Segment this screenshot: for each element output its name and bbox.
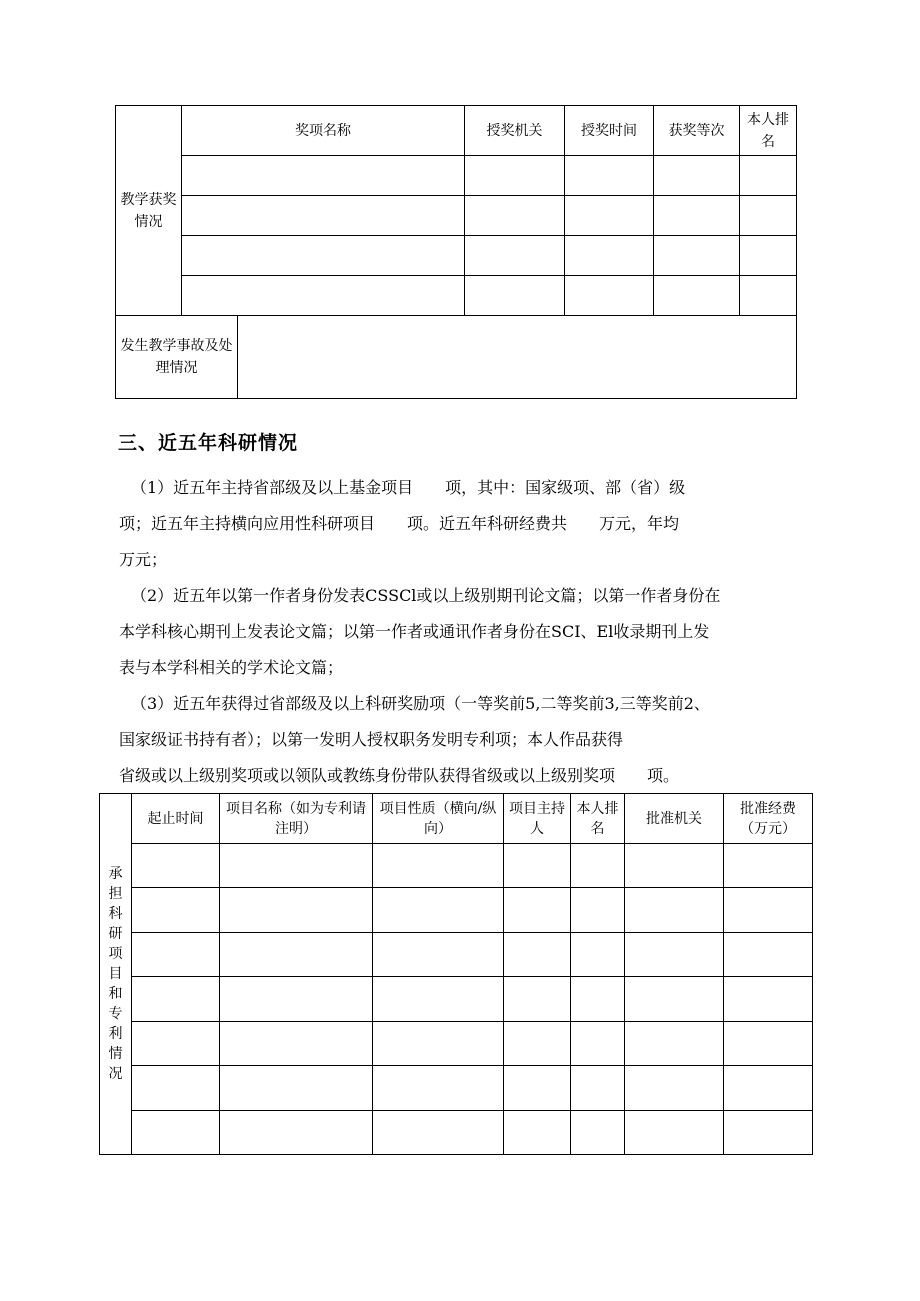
header-award-org: 授奖机关 — [465, 106, 565, 156]
period-cell[interactable] — [132, 977, 220, 1022]
para-line: （1）近五年主持省部级及以上基金项目 项，其中：国家级项、部（省）级 — [131, 478, 686, 497]
funds-cell[interactable] — [724, 933, 813, 977]
table-row — [100, 933, 813, 977]
period-cell[interactable] — [132, 1066, 220, 1111]
award-name-cell[interactable] — [182, 236, 465, 276]
para-line: 万元； — [119, 550, 168, 569]
project-host-cell[interactable] — [504, 977, 571, 1022]
award-time-cell[interactable] — [565, 156, 654, 196]
project-name-cell[interactable] — [220, 1111, 373, 1155]
research-para-2 — [119, 578, 809, 686]
award-org-cell[interactable] — [465, 276, 565, 316]
project-name-cell[interactable] — [220, 888, 373, 933]
para-line: 表与本学科相关的学术论文篇； — [119, 658, 344, 677]
project-nature-cell[interactable] — [373, 1066, 504, 1111]
projects-label: 承担科研项目和专利情况 — [100, 794, 132, 1155]
project-nature-cell[interactable] — [373, 844, 504, 888]
period-cell[interactable] — [132, 933, 220, 977]
award-org-cell[interactable] — [465, 156, 565, 196]
project-nature-cell[interactable] — [373, 1022, 504, 1066]
table-row — [100, 888, 813, 933]
section-heading: 三、近五年科研情况 — [118, 432, 299, 454]
award-org-cell[interactable] — [465, 236, 565, 276]
teaching-accident-value[interactable] — [238, 316, 797, 399]
project-rank-cell[interactable] — [571, 1022, 625, 1066]
period-cell[interactable] — [132, 1111, 220, 1155]
project-host-cell[interactable] — [504, 1022, 571, 1066]
para-line: 省级或以上级别奖项或以领队或教练身份带队获得省级或以上级别奖项 项。 — [119, 766, 680, 785]
table-row — [100, 844, 813, 888]
para-line: 项；近五年主持横向应用性科研项目 项。近五年科研经费共 万元，年均 — [119, 514, 680, 533]
project-nature-cell[interactable] — [373, 888, 504, 933]
header-project-rank: 本人排名 — [571, 794, 625, 844]
project-host-cell[interactable] — [504, 1111, 571, 1155]
header-approver: 批准机关 — [625, 794, 724, 844]
approver-cell[interactable] — [625, 1022, 724, 1066]
header-award-level: 获奖等次 — [654, 106, 740, 156]
funds-cell[interactable] — [724, 888, 813, 933]
funds-cell[interactable] — [724, 1066, 813, 1111]
research-para-3 — [119, 686, 809, 794]
approver-cell[interactable] — [625, 844, 724, 888]
teaching-accident-label: 发生教学事故及处理情况 — [116, 316, 238, 399]
period-cell[interactable] — [132, 844, 220, 888]
award-level-cell[interactable] — [654, 276, 740, 316]
funds-cell[interactable] — [724, 844, 813, 888]
project-rank-cell[interactable] — [571, 1111, 625, 1155]
project-name-cell[interactable] — [220, 1022, 373, 1066]
header-project-nature: 项目性质（横向/纵向） — [373, 794, 504, 844]
project-host-cell[interactable] — [504, 1066, 571, 1111]
project-name-cell[interactable] — [220, 977, 373, 1022]
project-rank-cell[interactable] — [571, 933, 625, 977]
header-project-host: 项目主持人 — [504, 794, 571, 844]
award-time-cell[interactable] — [565, 276, 654, 316]
approver-cell[interactable] — [625, 1111, 724, 1155]
approver-cell[interactable] — [625, 933, 724, 977]
funds-cell[interactable] — [724, 1022, 813, 1066]
award-rank-cell[interactable] — [740, 156, 797, 196]
header-funds: 批准经费（万元） — [724, 794, 813, 844]
project-rank-cell[interactable] — [571, 1066, 625, 1111]
award-org-cell[interactable] — [465, 196, 565, 236]
research-para-1 — [119, 470, 809, 578]
award-name-cell[interactable] — [182, 276, 465, 316]
header-period: 起止时间 — [132, 794, 220, 844]
table-row — [116, 156, 797, 196]
header-award-time: 授奖时间 — [565, 106, 654, 156]
table-row — [100, 977, 813, 1022]
funds-cell[interactable] — [724, 977, 813, 1022]
header-project-name: 项目名称（如为专利请注明） — [220, 794, 373, 844]
award-time-cell[interactable] — [565, 196, 654, 236]
funds-cell[interactable] — [724, 1111, 813, 1155]
award-rank-cell[interactable] — [740, 196, 797, 236]
award-level-cell[interactable] — [654, 196, 740, 236]
project-name-cell[interactable] — [220, 933, 373, 977]
award-name-cell[interactable] — [182, 196, 465, 236]
award-rank-cell[interactable] — [740, 236, 797, 276]
para-line: （3）近五年获得过省部级及以上科研奖励项（一等奖前5,二等奖前3,三等奖前2、 — [131, 694, 710, 713]
project-rank-cell[interactable] — [571, 977, 625, 1022]
para-line: 国家级证书持有者）；以第一发明人授权职务发明专利项；本人作品获得 — [119, 730, 624, 749]
approver-cell[interactable] — [625, 977, 724, 1022]
header-award-name: 奖项名称 — [182, 106, 465, 156]
award-time-cell[interactable] — [565, 236, 654, 276]
project-nature-cell[interactable] — [373, 933, 504, 977]
table-row — [100, 1066, 813, 1111]
project-rank-cell[interactable] — [571, 844, 625, 888]
research-projects-table — [99, 793, 813, 1155]
table-row — [100, 1022, 813, 1066]
project-rank-cell[interactable] — [571, 888, 625, 933]
table-row — [116, 236, 797, 276]
project-name-cell[interactable] — [220, 1066, 373, 1111]
project-nature-cell[interactable] — [373, 977, 504, 1022]
project-host-cell[interactable] — [504, 888, 571, 933]
approver-cell[interactable] — [625, 888, 724, 933]
award-name-cell[interactable] — [182, 156, 465, 196]
project-host-cell[interactable] — [504, 933, 571, 977]
award-level-cell[interactable] — [654, 156, 740, 196]
award-level-cell[interactable] — [654, 236, 740, 276]
header-award-rank: 本人排名 — [740, 106, 797, 156]
teaching-accident-table — [115, 315, 797, 399]
table-row — [116, 276, 797, 316]
table-row — [100, 1111, 813, 1155]
project-nature-cell[interactable] — [373, 1111, 504, 1155]
teaching-awards-label: 教学获奖情况 — [116, 106, 182, 316]
period-cell[interactable] — [132, 1022, 220, 1066]
para-line: （2）近五年以第一作者身份发表CSSCl或以上级别期刊论文篇；以第一作者身份在 — [131, 586, 721, 605]
project-host-cell[interactable] — [504, 844, 571, 888]
teaching-awards-table — [115, 105, 797, 316]
table-row — [116, 196, 797, 236]
para-line: 本学科核心期刊上发表论文篇；以第一作者或通讯作者身份在SCI、El收录期刊上发 — [119, 622, 710, 641]
project-name-cell[interactable] — [220, 844, 373, 888]
period-cell[interactable] — [132, 888, 220, 933]
award-rank-cell[interactable] — [740, 276, 797, 316]
approver-cell[interactable] — [625, 1066, 724, 1111]
